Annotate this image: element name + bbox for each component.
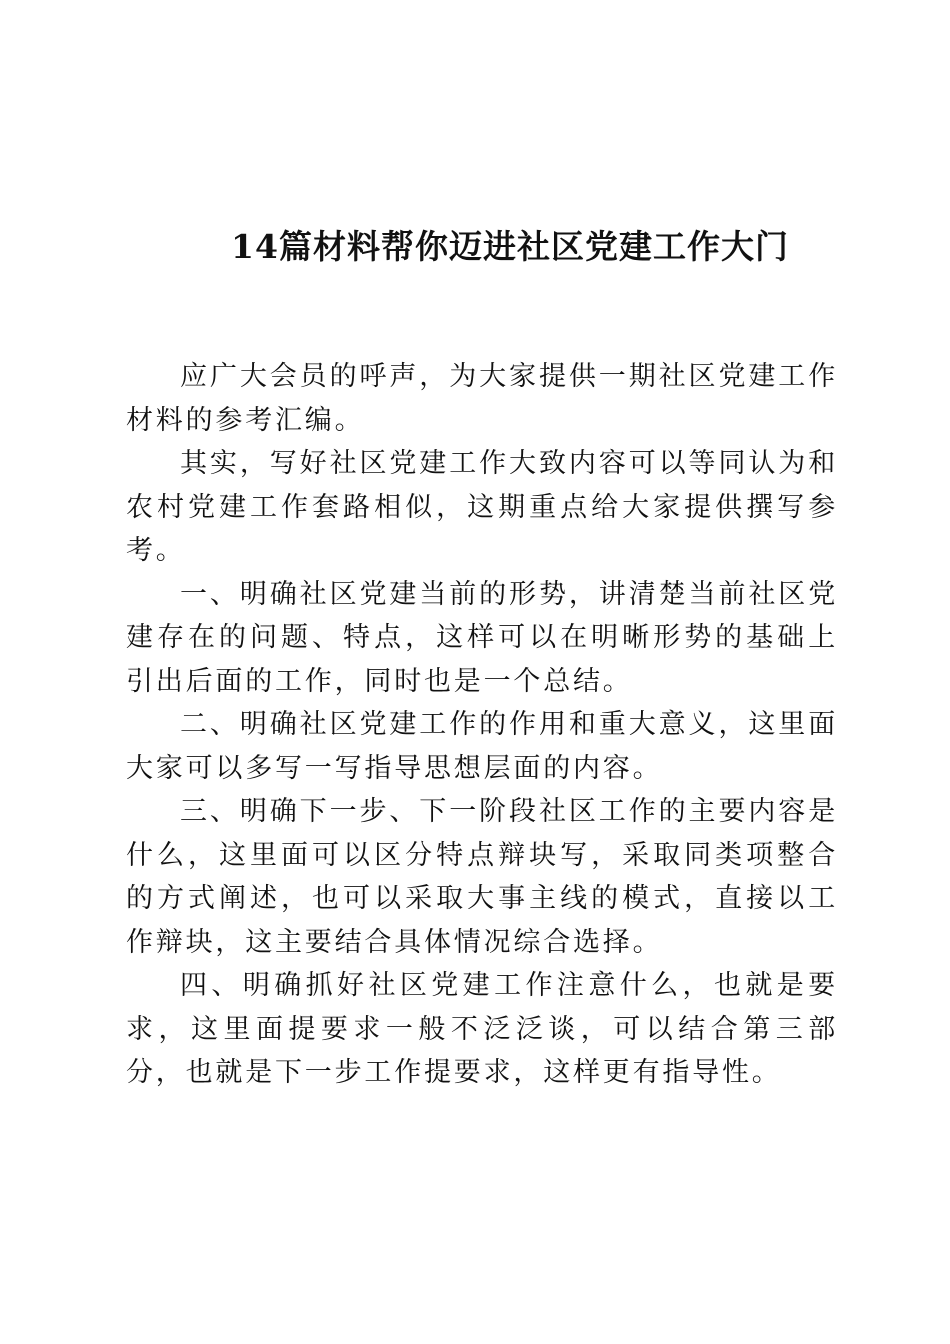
paragraph-point-4: 四、明确抓好社区党建工作注意什么，也就是要求，这里面提要求一般不泛泛谈，可以结合第三部分，也就是下一步工作提要求，这样更有指导性。 — [126, 970, 838, 1088]
document-title: 14篇材料帮你迈进社区党建工作大门 — [231, 227, 789, 267]
paragraph-point-2: 二、明确社区党建工作的作用和重大意义，这里面大家可以多写一写指导思想层面的内容。 — [126, 709, 838, 784]
paragraph-point-3: 三、明确下一步、下一阶段社区工作的主要内容是什么，这里面可以区分特点辩块写，采取同类项整合的方式阐述，也可以采取大事主线的模式，直接以工作辩块，这主要结合具体情况综合选择。 — [126, 796, 838, 958]
paragraph-point-1: 一、明确社区党建当前的形势，讲清楚当前社区党建存在的问题、特点，这样可以在明晰形势的基础上引出后面的工作，同时也是一个总结。 — [126, 578, 838, 697]
paragraph-intro: 应广大会员的呼声，为大家提供一期社区党建工作材料的参考汇编。 — [126, 361, 838, 436]
paragraph-context: 其实，写好社区党建工作大致内容可以等同认为和农村党建工作套路相似，这期重点给大家提供撰写参考。 — [126, 448, 838, 566]
document-body — [126, 355, 838, 1095]
